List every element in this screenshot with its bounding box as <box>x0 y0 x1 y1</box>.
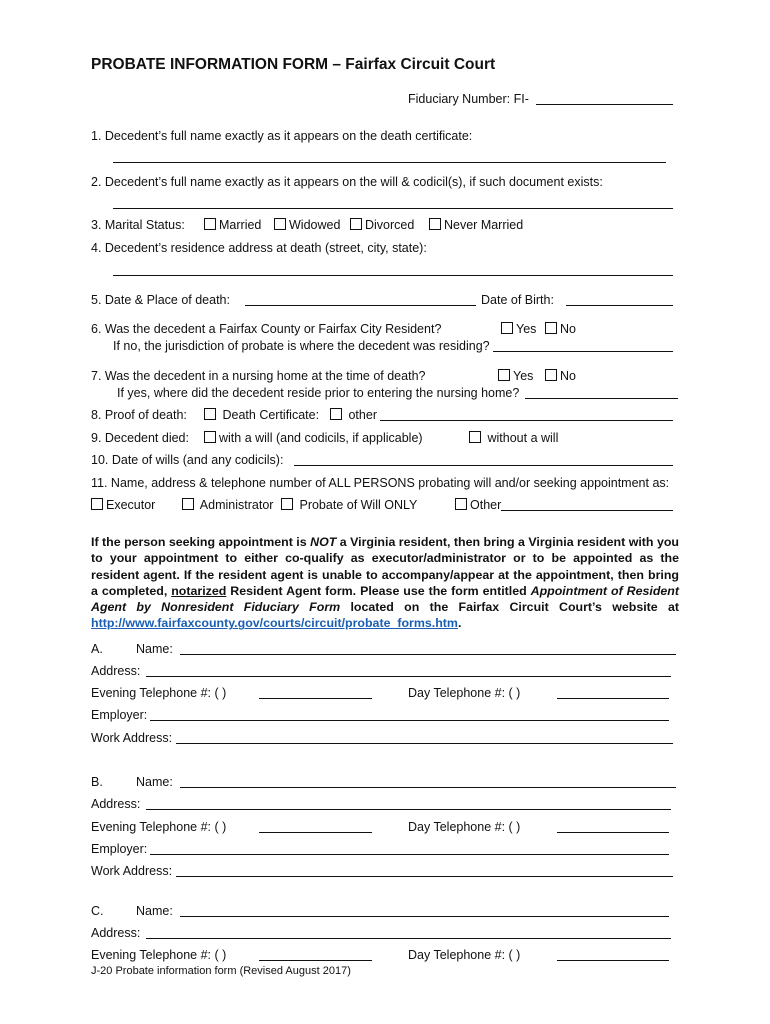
form-title: PROBATE INFORMATION FORM – Fairfax Circuit Court <box>91 56 496 73</box>
checkbox[interactable] <box>281 498 293 510</box>
date-of-birth-field[interactable] <box>566 305 673 306</box>
checkbox[interactable] <box>350 218 362 230</box>
question-11: 11. Name, address & telephone number of ALL PERSONS probating will and/or seeking appointment as: <box>91 476 670 490</box>
q7-residence-field[interactable] <box>525 398 678 399</box>
marital-divorced[interactable]: Divorced <box>350 218 414 232</box>
q6-jurisdiction-field[interactable] <box>493 351 673 352</box>
role-administrator[interactable]: Administrator <box>182 498 273 512</box>
died-with-will[interactable]: with a will (and codicils, if applicable) <box>204 431 423 445</box>
form-footer: J-20 Probate information form (Revised August 2017) <box>91 965 351 977</box>
question-2: 2. Decedent’s full name exactly as it appears on the will & codicil(s), if such document exists: <box>91 175 603 189</box>
checkbox[interactable] <box>204 408 216 420</box>
proof-other-field[interactable] <box>380 420 673 421</box>
checkbox[interactable] <box>204 218 216 230</box>
person-a-day-field[interactable] <box>557 698 669 699</box>
person-b-employer-field[interactable] <box>150 854 669 855</box>
person-a-name-field[interactable] <box>180 654 676 655</box>
checkbox[interactable] <box>545 369 557 381</box>
question-7: 7. Was the decedent in a nursing home at the time of death? <box>91 369 426 383</box>
person-a-evening-field[interactable] <box>259 698 372 699</box>
person-b-work-field[interactable] <box>176 876 673 877</box>
question-9-label: 9. Decedent died: <box>91 431 189 445</box>
question-7-sub: If yes, where did the decedent reside prior to entering the nursing home? <box>117 386 520 400</box>
role-executor[interactable]: Executor <box>91 498 155 512</box>
marital-married[interactable]: Married <box>204 218 261 232</box>
person-b-day-field[interactable] <box>557 832 669 833</box>
question-4: 4. Decedent’s residence address at death (street, city, state): <box>91 241 427 255</box>
person-a-work-field[interactable] <box>176 743 673 744</box>
date-of-birth-label: Date of Birth: <box>481 293 554 307</box>
person-c-evening-field[interactable] <box>259 960 372 961</box>
checkbox[interactable] <box>501 322 513 334</box>
person-b-evening-field[interactable] <box>259 832 372 833</box>
question-1: 1. Decedent’s full name exactly as it appears on the death certificate: <box>91 129 473 143</box>
checkbox[interactable] <box>91 498 103 510</box>
person-b-day-label: Day Telephone #: ( ) <box>408 820 521 834</box>
person-b-employer-label: Employer: <box>91 842 148 856</box>
role-other[interactable]: Other <box>455 498 501 512</box>
checkbox[interactable] <box>545 322 557 334</box>
role-other-field[interactable] <box>501 510 673 511</box>
q6-yes[interactable]: Yes <box>501 322 536 336</box>
person-a-evening-label: Evening Telephone #: ( ) <box>91 686 227 700</box>
question-8-label: 8. Proof of death: <box>91 408 187 422</box>
checkbox[interactable] <box>429 218 441 230</box>
q2-answer-line[interactable] <box>113 208 673 209</box>
role-probate-will-only[interactable]: Probate of Will ONLY <box>281 498 417 512</box>
died-without-will[interactable]: without a will <box>469 431 558 445</box>
person-a-day-label: Day Telephone #: ( ) <box>408 686 521 700</box>
person-a-letter: A. <box>91 642 103 656</box>
proof-death-certificate[interactable]: Death Certificate: <box>204 408 319 422</box>
q7-yes[interactable]: Yes <box>498 369 533 383</box>
person-c-day-label: Day Telephone #: ( ) <box>408 948 521 962</box>
person-a-address-label: Address: <box>91 664 141 678</box>
checkbox[interactable] <box>469 431 481 443</box>
person-c-evening-label: Evening Telephone #: ( ) <box>91 948 227 962</box>
q1-answer-line[interactable] <box>113 162 666 163</box>
person-b-letter: B. <box>91 775 103 789</box>
person-a-address-field[interactable] <box>146 676 671 677</box>
resident-agent-instructions: If the person seeking appointment is NOT a Virginia resident, then bring a Virginia resident with you to your appointment to either co-qualify as executor/administrator or to be appointed as the resident agent. If the resident agent is unable to accompany/appear at the appointment, then bring a completed, notarized Resident Agent form. Please use the form entitled Appointment of Resident Agent by Nonresident Fiduciary Form located on the Fairfax Circuit Court’s website at http://www.fairfaxcounty.gov/courts/circuit/probate_forms.htm. <box>91 535 680 631</box>
question-10: 10. Date of wills (and any codicils): <box>91 453 284 467</box>
fiduciary-number-label: Fiduciary Number: FI- <box>408 92 529 106</box>
person-c-address-field[interactable] <box>146 938 671 939</box>
person-c-name-label: Name: <box>136 904 173 918</box>
probate-forms-link[interactable]: http://www.fairfaxcounty.gov/courts/circuit/probate_forms.htm <box>91 616 458 631</box>
checkbox[interactable] <box>274 218 286 230</box>
checkbox[interactable] <box>498 369 510 381</box>
person-c-name-field[interactable] <box>180 916 669 917</box>
person-b-work-label: Work Address: <box>91 864 173 878</box>
checkbox[interactable] <box>204 431 216 443</box>
date-of-wills-field[interactable] <box>294 465 673 466</box>
person-b-address-label: Address: <box>91 797 141 811</box>
person-a-employer-label: Employer: <box>91 708 148 722</box>
person-b-evening-label: Evening Telephone #: ( ) <box>91 820 227 834</box>
marital-widowed[interactable]: Widowed <box>274 218 340 232</box>
person-a-work-label: Work Address: <box>91 731 173 745</box>
fiduciary-number-field[interactable] <box>536 104 673 105</box>
q6-no[interactable]: No <box>545 322 576 336</box>
checkbox[interactable] <box>182 498 194 510</box>
person-b-name-label: Name: <box>136 775 173 789</box>
question-5-label: 5. Date & Place of death: <box>91 293 230 307</box>
person-c-letter: C. <box>91 904 104 918</box>
checkbox[interactable] <box>330 408 342 420</box>
person-a-name-label: Name: <box>136 642 173 656</box>
checkbox[interactable] <box>455 498 467 510</box>
person-b-name-field[interactable] <box>180 787 676 788</box>
q7-no[interactable]: No <box>545 369 576 383</box>
person-a-employer-field[interactable] <box>150 720 669 721</box>
date-place-death-field[interactable] <box>245 305 476 306</box>
question-6-sub: If no, the jurisdiction of probate is where the decedent was residing? <box>113 339 490 353</box>
q4-answer-line[interactable] <box>113 275 673 276</box>
proof-other[interactable]: other <box>330 408 377 422</box>
marital-never-married[interactable]: Never Married <box>429 218 523 232</box>
question-6: 6. Was the decedent a Fairfax County or Fairfax City Resident? <box>91 322 442 336</box>
person-c-address-label: Address: <box>91 926 141 940</box>
person-c-day-field[interactable] <box>557 960 669 961</box>
question-3-label: 3. Marital Status: <box>91 218 185 232</box>
person-b-address-field[interactable] <box>146 809 671 810</box>
